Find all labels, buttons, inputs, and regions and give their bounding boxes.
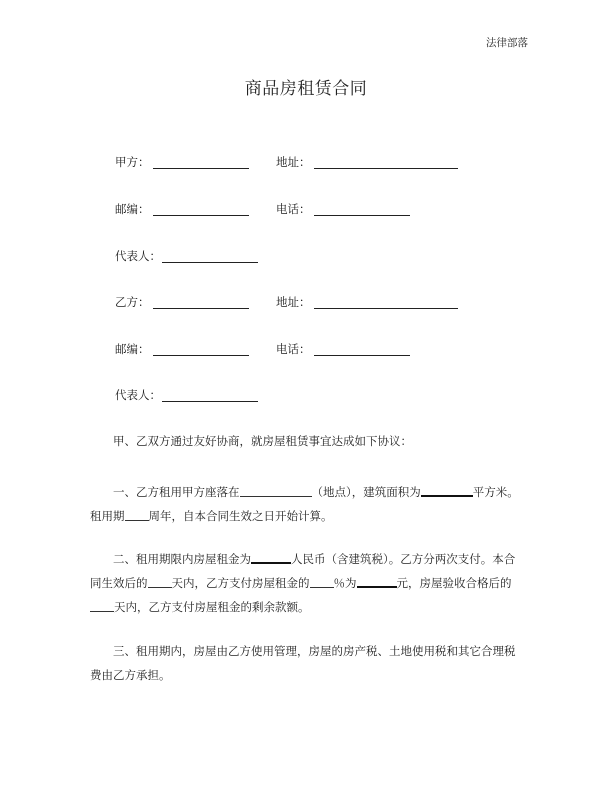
clause-2 <box>90 547 522 619</box>
clause-2-days-blank-2[interactable] <box>90 599 114 612</box>
party-b-representative-blank[interactable] <box>162 389 258 402</box>
party-b-name-field <box>115 295 249 309</box>
clause-2-text-f: 元，房屋验收合格后 <box>396 576 500 590</box>
clause-2-text-d: 天内，乙方支付房屋租金的 <box>171 576 310 590</box>
party-a-postcode-field <box>115 202 249 216</box>
clause-1 <box>90 480 522 528</box>
party-b-postcode-label: 邮编： <box>115 342 150 356</box>
party-a-postcode-label: 邮编： <box>115 202 150 216</box>
clause-1-text-d: 租用期 <box>90 509 125 523</box>
party-a-name-label: 甲方： <box>115 155 150 169</box>
clause-2-text-a: 二、租用期限内房屋租金为 <box>113 552 251 566</box>
clause-2-amount-blank[interactable] <box>357 574 397 588</box>
party-b-name-label: 乙方： <box>115 295 150 309</box>
clause-2-text-b: 人民币（含建筑税）。乙方分两次支付。本 <box>291 552 504 566</box>
party-a-address-label: 地址： <box>276 155 311 169</box>
party-a-representative-field <box>115 249 258 263</box>
party-b-representative-label: 代表人： <box>115 388 161 402</box>
clause-2-text-e: ％为 <box>333 576 357 590</box>
intro-paragraph: 甲、乙双方通过友好协商，就房屋租赁事宜达成如下协议： <box>113 434 412 448</box>
party-b-phone-blank[interactable] <box>314 343 410 356</box>
party-b-representative-field <box>115 388 258 402</box>
party-a-representative-label: 代表人： <box>115 249 161 263</box>
party-a-postcode-blank[interactable] <box>153 203 249 216</box>
party-b-postcode-field <box>115 342 249 356</box>
clause-2-rent-blank[interactable] <box>251 550 291 564</box>
clause-1-years-blank[interactable] <box>125 508 149 521</box>
party-a-phone-label: 电话： <box>276 202 311 216</box>
party-a-phone-blank[interactable] <box>314 203 410 216</box>
party-b-phone-field <box>276 342 410 356</box>
clause-2-days-blank-1[interactable] <box>148 575 172 588</box>
party-a-phone-field <box>276 202 410 216</box>
header-note: 法律部落 <box>486 37 528 49</box>
clause-1-text-e: 周年，自本合同生效之日开始计算。 <box>148 509 333 523</box>
clause-2-text-g: 的 <box>500 576 512 590</box>
party-a-representative-blank[interactable] <box>162 250 258 263</box>
party-b-address-field <box>276 295 458 309</box>
clause-1-text-c: 平方米。 <box>472 485 519 499</box>
party-b-name-blank[interactable] <box>153 296 249 309</box>
clause-1-text-a: 一、乙方租用甲方座落在 <box>113 485 240 499</box>
clause-1-area-blank[interactable] <box>421 483 473 497</box>
clause-1-location-blank[interactable] <box>240 484 312 497</box>
clause-3: 三、租用期内，房屋由乙方使用管理，房屋的房产税、土地使用税和其它合理税费由乙方承担。 <box>90 644 516 682</box>
clause-2-text-c: 合同生效后的 <box>90 552 516 590</box>
party-a-address-field <box>276 155 458 169</box>
party-a-name-blank[interactable] <box>153 156 249 169</box>
party-b-postcode-blank[interactable] <box>153 343 249 356</box>
document-title: 商品房租赁合同 <box>244 79 368 99</box>
party-a-name-field <box>115 155 249 169</box>
party-a-address-blank[interactable] <box>314 156 458 169</box>
party-b-phone-label: 电话： <box>276 342 311 356</box>
party-b-address-label: 地址： <box>276 295 311 309</box>
clause-1-text-b: （地点），建筑面积为 <box>311 485 421 499</box>
clause-2-percent-blank[interactable] <box>310 575 334 588</box>
party-b-address-blank[interactable] <box>314 296 458 309</box>
clause-2-text-h: 天内，乙方支付房屋租金的剩余款额。 <box>114 600 310 614</box>
